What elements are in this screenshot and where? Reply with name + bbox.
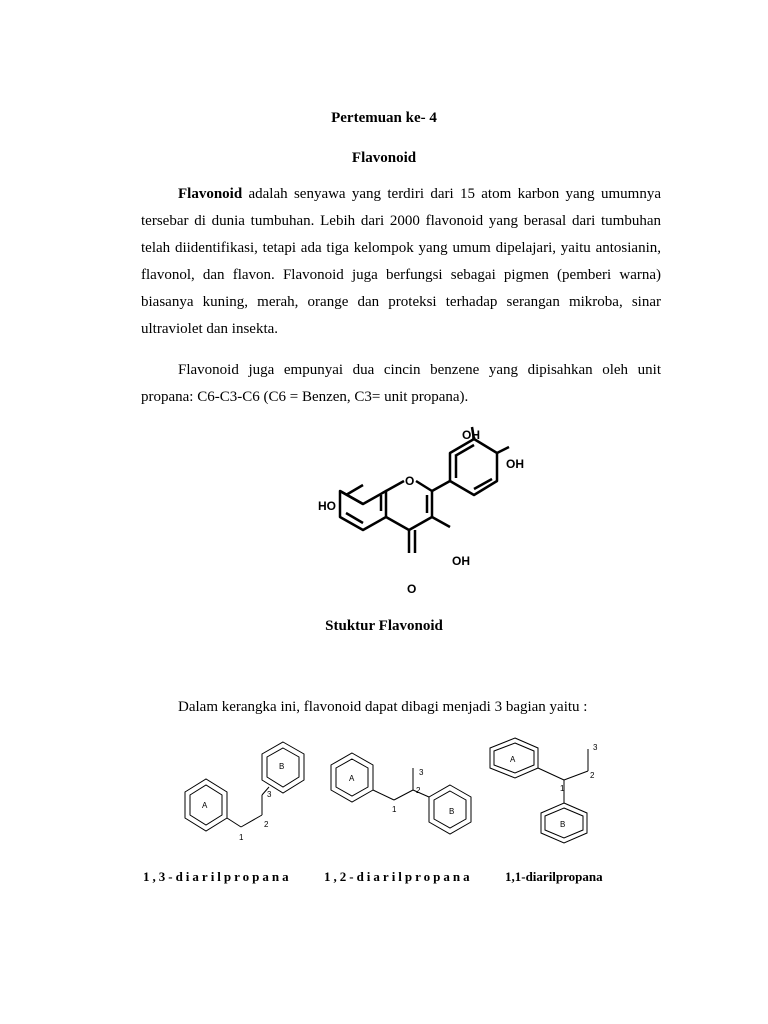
rings-text: Flavonoid juga empunyai dua cincin benzene yang dipisahkan oleh unit propana: C6-C3-C6 (C6 = Benzen, C3= unit propana). [141,362,661,405]
paragraph-definition [141,181,661,343]
label-1-3-diarilpropana: 1,3-diarilpropana [143,869,292,884]
carbon-1-label: 1 [239,833,244,842]
term-flavonoid: Flavonoid [178,186,243,202]
carbon-2-label: 2 [264,820,269,829]
ring-a-label: A [202,801,208,810]
carbon-1-label: 1 [392,805,397,814]
ring-a-label: A [349,774,355,783]
definition-text: adalah senyawa yang terdiri dari 15 atom karbon yang umumnya tersebar di dunia tumbuhan. Lebih dari 2000 flavonoid yang berasal dari tumbuhan telah diidentifikasi, tetapi ada tiga kelompok yang umum dipelajari, yaitu antosianin, flavonol, dan flavon. Flavonoid juga berfungsi sebagai pigmen (pemberi warna) biasanya kuning, merah, orange dan proteksi terhadap serangan mikroba, sinar ultraviolet dan insekta. [141,186,661,337]
atom-oh-right: OH [506,457,524,471]
label-1-2-diarilpropana: 1,2-diarilpropana [324,869,473,884]
diagram-1-3-diarilpropana [180,735,330,845]
atom-oh-bottom: OH [452,554,470,568]
ring-b-label: B [560,820,566,829]
diagram-1-2-diarilpropana [328,748,478,838]
flavonoid-structure [316,425,526,595]
ring-a-bond [340,491,386,530]
atom-ring-o: O [405,474,415,488]
atom-carbonyl-o: O [407,582,417,595]
section-title: Flavonoid [351,150,417,166]
carbon-2-label: 2 [590,771,595,780]
paragraph-groups [141,694,661,721]
diagram-1-1-diarilpropana [480,733,610,848]
carbon-2-label: 2 [416,786,421,795]
atom-ho-left: HO [318,499,336,513]
carbon-3-label: 3 [593,743,598,752]
ring-b-label: B [279,762,285,771]
ring-a-label: A [510,755,516,764]
structure-caption: Stuktur Flavonoid [325,618,443,634]
carbon-3-label: 3 [267,790,272,799]
atom-oh-top: OH [462,428,480,442]
label-1-1-diarilpropana: 1,1-diarilpropana [505,869,603,884]
ring-b-label: B [449,807,455,816]
paragraph-rings [141,357,661,411]
page-heading: Pertemuan ke- 4 [331,110,437,126]
carbon-3-label: 3 [419,768,424,777]
carbon-1-label: 1 [560,784,565,793]
groups-text: Dalam kerangka ini, flavonoid dapat dibagi menjadi 3 bagian yaitu : [178,699,588,715]
